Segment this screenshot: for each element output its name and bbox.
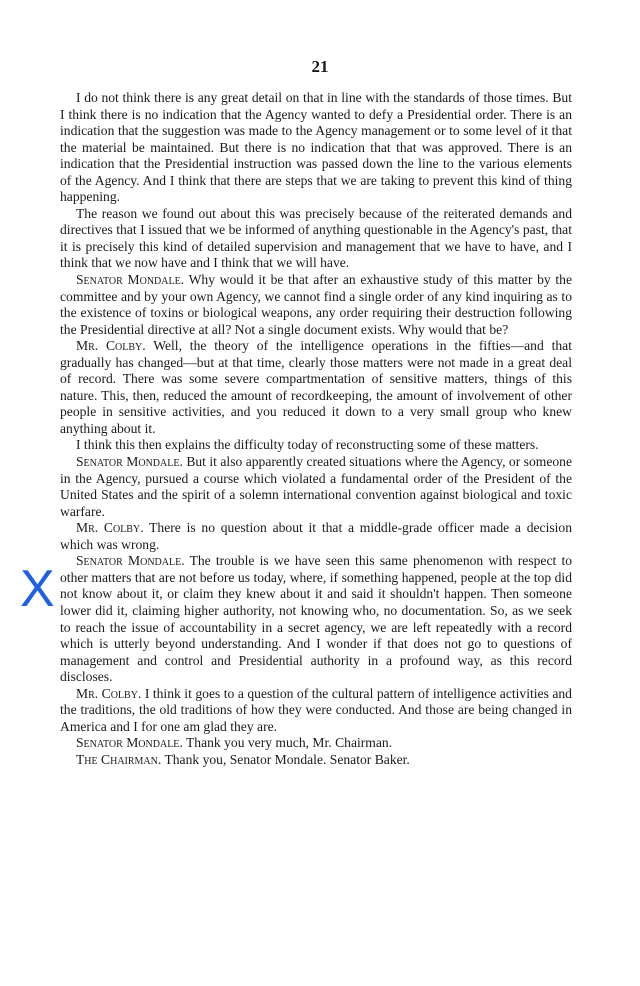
paragraph [60,553,572,685]
speaker-name: Senator Mondale. [76,454,183,470]
margin-mark: X [20,560,55,618]
paragraph [60,272,572,338]
paragraph-text: The trouble is we have seen this same phenomenon with respect to other matters that are not before us today, where, if something happened, people at the top did not know about it, or claim they knew about it and said it shouldn't happen. Then someone lower did it, claiming higher authority, not knowing who, no documentation. So, as we seek to reach the issue of accountability in a secret agency, we are left repeatedly with a record which is utterly beyond understanding. And I wonder if that does not go to questions of management and control and Presidential authority in a profound way, as this record discloses. [60,553,573,685]
paragraph-text: I think this then explains the difficulty today of reconstructing some of these matters. [76,437,539,453]
paragraph [60,686,572,736]
paragraph-text: Well, the theory of the intelligence operations in the fifties—and that gradually has changed—but at that time, clearly those matters were not made in a great deal of record. There was some severe compartmentation of sensitive matters, things of this nature. This, then, reduced the amount of recordkeeping, the amount of involvement of other people in sensitive activities, and you reduced it down to a very small group who knew anything about it. [60,338,572,436]
paragraph [60,437,572,454]
paragraph [60,520,572,553]
paragraph-text: Why would it be that after an exhaustive study of this matter by the committee and by your own Agency, we cannot find a single order of any kind inquiring as to the existence of toxins or biological weapons, any order requiring their destruction following the Presidential directive at all? Not a single document exists. Why would that be? [60,272,572,337]
page-number: 21 [311,57,329,76]
speaker-name: Mr. Colby. [76,685,142,701]
paragraph [60,90,572,206]
document-body [60,90,572,768]
paragraph [60,206,572,272]
paragraph [60,454,572,520]
paragraph-text: I think it goes to a question of the cultural pattern of intelligence activities and the traditions, the old traditions of how they were conducted. And those are being changed in America and I for one am glad they are. [60,685,572,734]
speaker-name: Senator Mondale. [76,553,185,569]
speaker-name: Mr. Colby. [76,520,144,536]
speaker-name: Senator Mondale. [76,735,183,751]
speaker-name: The Chairman. [76,751,162,767]
paragraph [60,338,572,437]
paragraph-text: The reason we found out about this was precisely because of the reiterated demands and directives that I issued that we be informed of anything questionable in the Agency's past, that it is precisely this kind of detailed supervision and management that we have to have, and I think that we now have and I think that we will have. [60,205,572,271]
paragraph-text: There is no question about it that a middle-grade officer made a decision which was wrong. [60,520,573,552]
paragraph-text: I do not think there is any great detail on that in line with the standards of those times. But I think there is no indication that the Agency wanted to defy a Presidential order. There is an indication that the suggestion was made to the Agency management or to some level of it that the material be maintained. But there is no indication that that was approved. There is an indication that the Presidential instruction was passed down the line to the various elements of the Agency. And I think that there are steps that we are taking to prevent this kind of thing happening. [60,90,572,205]
paragraph-text: But it also apparently created situations where the Agency, or someone in the Agency, pursued a course which violated a fundamental order of the President of the United States and the spirit of a solemn international convention against biological and toxic warfare. [60,454,573,519]
paragraph [60,752,572,769]
speaker-name: Senator Mondale. [76,272,185,288]
paragraph-text: Thank you, Senator Mondale. Senator Baker. [164,751,410,767]
paragraph-text: Thank you very much, Mr. Chairman. [185,735,393,751]
paragraph [60,735,572,752]
speaker-name: Mr. Colby. [76,338,146,354]
